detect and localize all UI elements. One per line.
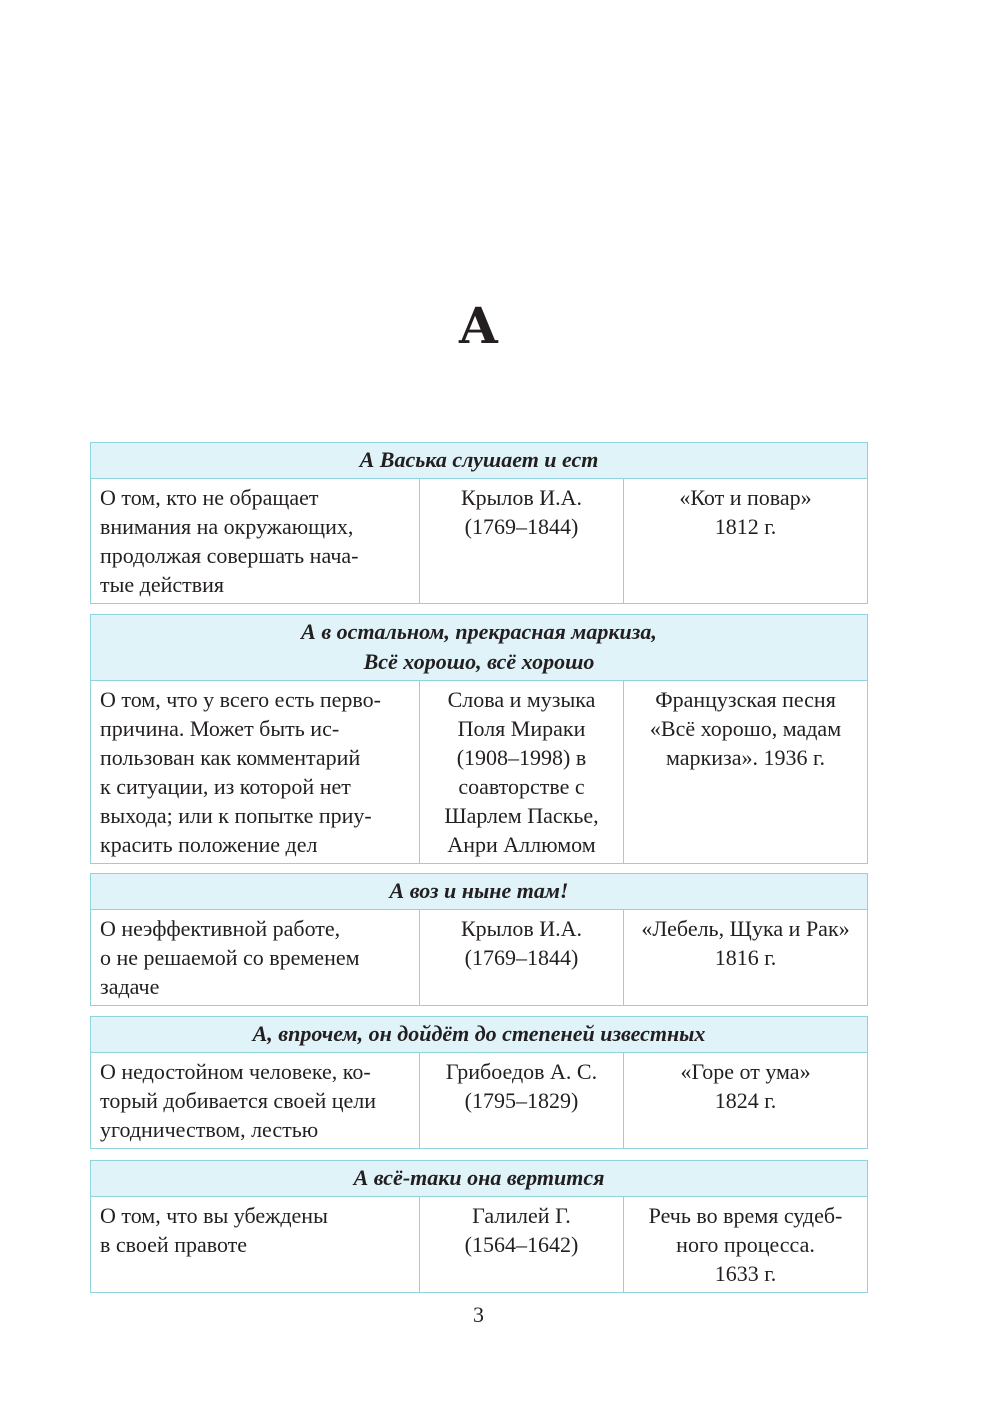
entry-phrase: А всё-таки она вертится bbox=[91, 1161, 868, 1197]
entry-phrase: А в остальном, прекрасная маркиза, Всё хорошо, всё хорошо bbox=[91, 615, 868, 681]
section-letter: А bbox=[458, 296, 499, 355]
entry-table bbox=[90, 442, 868, 604]
entry-phrase: А воз и ныне там! bbox=[91, 874, 868, 910]
entry-table bbox=[90, 1160, 868, 1293]
entry-table bbox=[90, 1016, 868, 1149]
entry-meaning: О том, что у всего есть перво- причина. Может быть ис- пользован как комментарий к ситуации, из которой нет выхода; или к попытке приу- красить положение дел bbox=[91, 681, 420, 864]
entry-source: Французская песня «Всё хорошо, мадам маркиза». 1936 г. bbox=[624, 681, 868, 864]
entry-phrase: А Васька слушает и ест bbox=[91, 443, 868, 479]
entry-meaning: О неэффективной работе, о не решаемой со временем задаче bbox=[91, 910, 420, 1006]
entry-source: «Горе от ума» 1824 г. bbox=[624, 1053, 868, 1149]
entry-meaning: О недостойном человеке, ко- торый добивается своей цели угодничеством, лестью bbox=[91, 1053, 420, 1149]
entry-source: «Кот и повар» 1812 г. bbox=[624, 479, 868, 604]
entry-author: Крылов И.А. (1769–1844) bbox=[420, 910, 624, 1006]
entry-meaning: О том, что вы убеждены в своей правоте bbox=[91, 1197, 420, 1293]
entry-source: «Лебель, Щука и Рак» 1816 г. bbox=[624, 910, 868, 1006]
entry-meaning: О том, кто не обращает внимания на окружающих, продолжая совершать нача- тые действия bbox=[91, 479, 420, 604]
entry-phrase: А, впрочем, он дойдёт до степеней известных bbox=[91, 1017, 868, 1053]
entry-author: Крылов И.А. (1769–1844) bbox=[420, 479, 624, 604]
entry-author: Галилей Г. (1564–1642) bbox=[420, 1197, 624, 1293]
entry-author: Грибоедов А. С. (1795–1829) bbox=[420, 1053, 624, 1149]
entry-author: Слова и музыка Поля Мираки (1908–1998) в соавторстве с Шарлем Паскье, Анри Аллюмом bbox=[420, 681, 624, 864]
entry-source: Речь во время судеб- ного процесса. 1633 г. bbox=[624, 1197, 868, 1293]
entry-table bbox=[90, 873, 868, 1006]
page-number: 3 bbox=[473, 1302, 484, 1327]
entry-table bbox=[90, 614, 868, 864]
